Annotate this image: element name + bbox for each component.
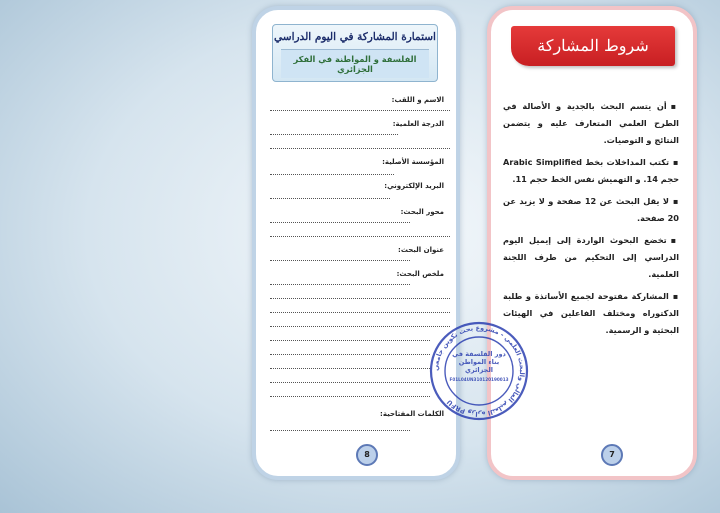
research-axis-line[interactable] xyxy=(270,222,410,223)
name-field-line[interactable] xyxy=(270,110,450,111)
condition-item: ▪ لا يقل البحث عن 12 صفحة و لا يزيد عن 20 صفحة. xyxy=(503,193,679,227)
conditions-title: شروط المشاركة xyxy=(511,26,675,66)
research-axis-line-2[interactable] xyxy=(270,236,450,237)
form-subtitle: الفلسفة و المواطنة في الفكر الجزائري xyxy=(281,49,429,78)
email-field-label: البريد الإلكتروني: xyxy=(384,182,444,190)
degree-field-line[interactable] xyxy=(270,134,398,135)
conditions-list xyxy=(503,98,679,344)
email-field-line[interactable] xyxy=(270,198,390,199)
research-axis-label: محور البحث: xyxy=(400,208,444,216)
condition-item: ▪ المشاركة مفتوحة لجميع الأساتذة و طلبة الدكتوراه ومختلف الفاعلين في الهيئات البحثية و الرسمية. xyxy=(503,288,679,339)
condition-item: ▪ تكتب المداخلات بخط Arabic Simplified حجم 14. و التهميش نفس الخط حجم 11. xyxy=(503,154,679,188)
abstract-line-9[interactable] xyxy=(270,396,430,397)
abstract-label: ملخص البحث: xyxy=(396,270,444,278)
condition-item: ▪ أن يتسم البحث بالجدية و الأصالة في الطرح العلمي المتعارف عليه و يتضمن النتائج و التوصيات. xyxy=(503,98,679,149)
keywords-label: الكلمات المفتاحية: xyxy=(380,410,444,418)
form-header xyxy=(272,24,438,82)
abstract-line-3[interactable] xyxy=(270,312,450,313)
form-title: استمارة المشاركة في اليوم الدراسي xyxy=(274,31,436,43)
abstract-line-4[interactable] xyxy=(270,326,450,327)
abstract-line-2[interactable] xyxy=(270,298,450,299)
stamp-code: F01L04UN310120190013 xyxy=(449,377,509,382)
research-title-line[interactable] xyxy=(270,260,410,261)
stamp-ring-text: وزارة التعليم العالي والبحث العلمي - مشروع بحث تكوين جامعي PRFU xyxy=(431,323,527,419)
degree-field-label: الدرجة العلمية: xyxy=(392,120,444,128)
abstract-line-6[interactable] xyxy=(270,354,430,355)
abstract-line-5[interactable] xyxy=(270,340,430,341)
page-number-7: 7 xyxy=(601,444,623,466)
institution-field-label: المؤسسة الأصلية: xyxy=(382,158,444,166)
page-number-8: 8 xyxy=(356,444,378,466)
research-title-label: عنوان البحث: xyxy=(398,246,444,254)
abstract-line-1[interactable] xyxy=(270,284,410,285)
name-field-label: الاسم و اللقب: xyxy=(391,96,444,104)
stamp-center-text: دور الفلسفة في بناء المواطن الجزائري xyxy=(452,350,506,374)
abstract-line-7[interactable] xyxy=(270,368,430,369)
keywords-line[interactable] xyxy=(270,430,410,431)
condition-item: ▪ تخضع البحوث الواردة إلى إيميل اليوم الدراسي إلى التحكيم من طرف اللجنة العلمية. xyxy=(503,232,679,283)
degree-field-line-2[interactable] xyxy=(270,148,450,149)
institution-field-line[interactable] xyxy=(270,174,394,175)
official-stamp xyxy=(428,320,530,422)
abstract-line-8[interactable] xyxy=(270,382,430,383)
